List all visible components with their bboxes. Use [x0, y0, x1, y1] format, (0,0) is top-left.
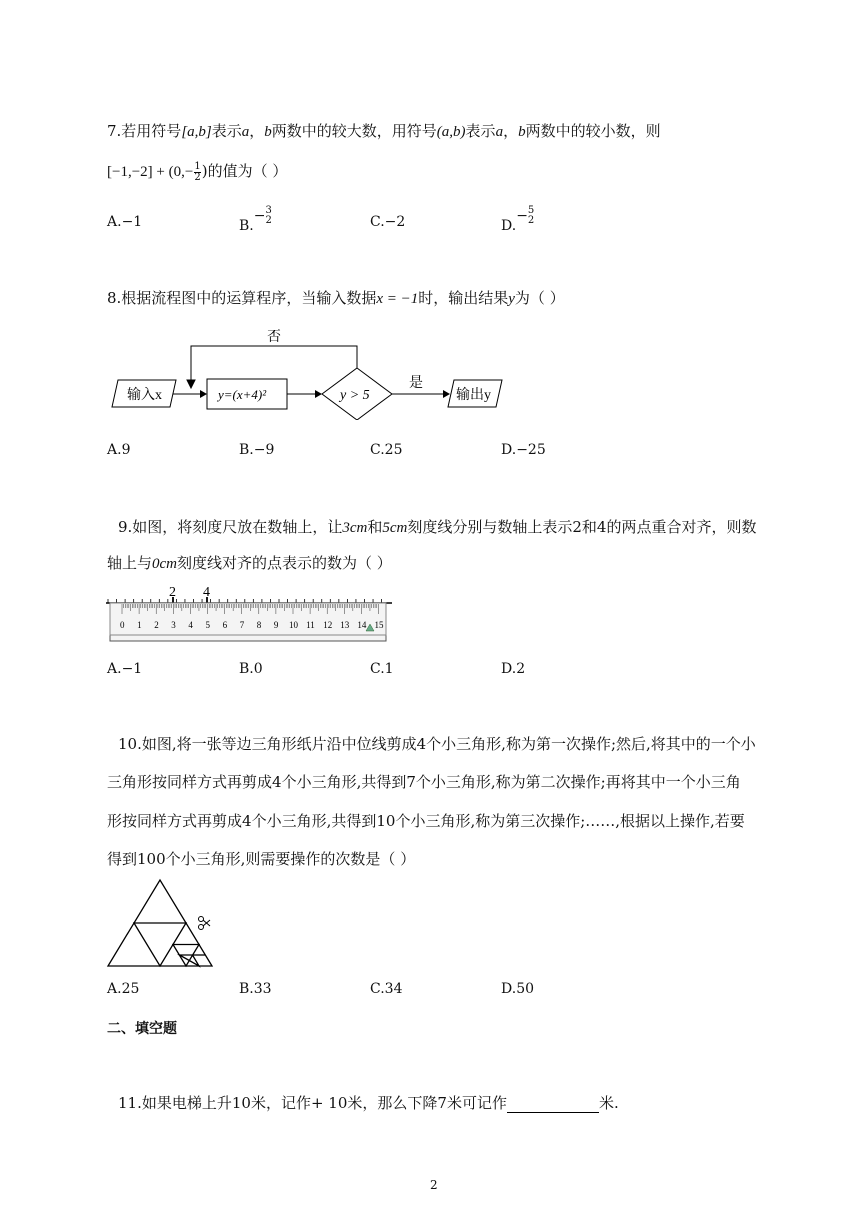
- q9-text: 和: [581, 518, 597, 536]
- q10-value: 4: [416, 735, 427, 753]
- q8-option-c[interactable]: [370, 442, 403, 458]
- option-label: B.: [239, 218, 254, 234]
- fraction-numerator: 3: [265, 205, 272, 216]
- ruler-number: 12: [323, 620, 333, 630]
- q8-option-d[interactable]: [501, 442, 546, 458]
- q11-value: 7: [437, 1094, 447, 1112]
- q7-text: ，: [249, 122, 265, 140]
- fraction-numerator: 5: [527, 205, 535, 216]
- q10-text: 个小三角形,共得到: [251, 812, 377, 830]
- q8-text: 时，输出结果: [418, 289, 509, 307]
- q11-text: 11.如果电梯上升: [118, 1094, 232, 1112]
- q8-text: 8.根据流程图中的运算程序，当输入数据: [107, 289, 377, 307]
- option-value: 1: [384, 661, 394, 677]
- q8-stem: [107, 288, 565, 309]
- ruler-number: 8: [256, 620, 262, 630]
- option-value: −9: [253, 442, 275, 458]
- option-value: −25: [516, 442, 546, 458]
- q10-text: 个小三角形,称为第二次操作;再将其中一个小三角: [415, 773, 741, 791]
- option-label: D.: [501, 661, 517, 677]
- decision-label: y > 5: [340, 388, 370, 403]
- var-y: y: [508, 291, 515, 307]
- option-label: C.: [370, 981, 385, 997]
- arrow-head: [443, 390, 450, 398]
- fraction-denominator: 2: [194, 171, 201, 183]
- var-b: b: [264, 124, 272, 140]
- q9-text: 刻度线分别与数轴上表示: [407, 518, 573, 536]
- ruler-number: 14: [357, 620, 367, 630]
- q9-value: 5cm: [382, 520, 408, 536]
- q9-option-b[interactable]: [239, 661, 263, 677]
- q7-text: 两数中的较大数，用符号: [271, 122, 437, 140]
- q9-value: 2: [572, 518, 582, 536]
- flowchart: [100, 320, 520, 420]
- option-label: C.: [370, 442, 385, 458]
- q10-text: 个小三角形,称为第一次操作;然后,将其中的一个小: [426, 735, 756, 753]
- q10-option-c[interactable]: [370, 981, 403, 997]
- ruler-number: 1: [137, 620, 142, 630]
- q8-option-b[interactable]: [239, 442, 274, 458]
- option-value: 9: [121, 442, 131, 458]
- option-label: C.: [370, 661, 385, 677]
- q10-value: 7: [406, 773, 416, 791]
- q11-value: 10: [231, 1094, 251, 1112]
- q10-text: 三角形按同样方式再剪成: [107, 773, 273, 791]
- fraction-denominator: 2: [527, 215, 535, 226]
- q9-line1: [118, 517, 756, 538]
- fraction: [265, 206, 271, 226]
- q11: [118, 1093, 619, 1113]
- q10-text: 得到: [107, 850, 138, 868]
- q9-value: 4: [596, 518, 607, 536]
- q9-option-d[interactable]: [501, 661, 525, 677]
- option-label: B.: [239, 981, 254, 997]
- ruler-number: 7: [239, 620, 245, 630]
- option-value: 2: [516, 661, 526, 677]
- q9-option-a[interactable]: [107, 661, 142, 677]
- q7-text: ，: [503, 122, 519, 140]
- option-value: 34: [384, 981, 403, 997]
- q9-text: 刻度线对齐的点表示的数为（ ）: [177, 554, 392, 572]
- q7-text: 的值为（ ）: [207, 162, 288, 180]
- q10-text: 个小三角形,共得到: [281, 773, 407, 791]
- q7-line1: [107, 121, 661, 142]
- var-b: b: [518, 124, 526, 140]
- page-number: 2: [430, 1178, 438, 1192]
- section-heading: 二、填空题: [107, 1021, 177, 1037]
- q7-expression-close: ): [201, 162, 208, 180]
- option-label: D.: [501, 218, 517, 234]
- q10-option-d[interactable]: [501, 981, 534, 997]
- q11-text: 米，记作: [250, 1094, 311, 1112]
- option-value: −1: [121, 214, 143, 230]
- triangle-figure: [104, 876, 216, 970]
- option-value: −: [516, 208, 528, 224]
- option-label: D.: [501, 981, 517, 997]
- option-value: 25: [384, 442, 403, 458]
- q9-value: 3cm: [342, 520, 368, 536]
- fraction: [528, 206, 534, 226]
- q7-text: 表示: [211, 122, 242, 140]
- arrow-head: [315, 390, 322, 398]
- q7-line2: [107, 161, 287, 183]
- input-label: 输入x: [127, 388, 162, 403]
- q7-option-a[interactable]: [107, 214, 142, 230]
- ruler-number: 3: [171, 620, 176, 630]
- option-value: 50: [516, 981, 535, 997]
- arrow-head: [200, 390, 207, 398]
- yes-label: 是: [409, 376, 423, 391]
- q11-value: + 10: [310, 1094, 348, 1112]
- q11-text: 米可记作: [446, 1094, 507, 1112]
- option-label: B.: [239, 661, 254, 677]
- q7-option-c[interactable]: [370, 214, 405, 230]
- q9-text: 轴上与: [107, 554, 153, 572]
- option-label: A.: [107, 661, 122, 677]
- var-a: a: [495, 124, 504, 140]
- option-value: −1: [121, 661, 143, 677]
- q11-text: 米.: [598, 1094, 619, 1112]
- ruler-figure: [104, 583, 394, 645]
- q7-text: 表示: [465, 122, 496, 140]
- q8-option-a[interactable]: [107, 442, 130, 458]
- option-value: 0: [253, 661, 263, 677]
- scissors-icon: [199, 917, 211, 930]
- symbol-max: [a,b]: [181, 124, 212, 140]
- var-a: a: [241, 124, 250, 140]
- q9-line2: [107, 553, 392, 574]
- q7-text: 7.若用符号: [107, 122, 182, 140]
- ruler-number: 9: [273, 620, 279, 630]
- q9-text: 的两点重合对齐，则数: [606, 518, 757, 536]
- q10-text: 个小三角形,称为第三次操作;……,根据以上操作,若要: [395, 812, 745, 830]
- axis-label-4: 4: [203, 585, 210, 600]
- q9-value: 0cm: [152, 556, 178, 572]
- formula-label: y=(x+4)²: [218, 387, 267, 402]
- fraction-numerator: 1: [194, 160, 201, 172]
- ruler-number: 13: [340, 620, 350, 630]
- q10-line2: [107, 772, 741, 792]
- loop-line: [187, 346, 357, 388]
- option-label: A.: [107, 981, 122, 997]
- ruler-number: 11: [306, 620, 315, 630]
- q10-line4: [107, 849, 415, 869]
- ruler-number: 6: [222, 620, 228, 630]
- q9-text: 9.如图，将刻度尺放在数轴上，让: [118, 518, 343, 536]
- q10-option-b[interactable]: [239, 981, 272, 997]
- q10-value: 4: [272, 773, 282, 791]
- q10-text: 10.如图,将一张等边三角形纸片沿中位线剪成: [118, 735, 417, 753]
- option-value: 25: [121, 981, 140, 997]
- q10-value: 100: [137, 850, 166, 868]
- q10-line1: [118, 734, 756, 754]
- no-label: 否: [267, 330, 281, 345]
- q10-option-a[interactable]: [107, 981, 139, 997]
- option-label: C.: [370, 214, 385, 230]
- q7-text: 两数中的较小数，则: [525, 122, 661, 140]
- fraction-denominator: 2: [265, 215, 272, 226]
- option-value: −2: [384, 214, 406, 230]
- ruler-number: 5: [205, 620, 210, 630]
- axis-label-2: 2: [169, 585, 176, 600]
- q7-option-b[interactable]: [239, 205, 272, 234]
- q8-text: 为（ ）: [514, 289, 565, 307]
- answer-blank[interactable]: [507, 1098, 599, 1113]
- ruler-number: 4: [188, 620, 193, 630]
- option-label: D.: [501, 442, 517, 458]
- q7-option-d[interactable]: [501, 205, 535, 234]
- q10-text: 形按同样方式再剪成: [107, 812, 243, 830]
- q10-text: 个小三角形,则需要操作的次数是（ ）: [165, 850, 416, 868]
- ruler-number: 15: [374, 620, 384, 630]
- q10-value: 10: [376, 812, 396, 830]
- output-label: 输出y: [456, 388, 491, 403]
- option-label: A.: [107, 442, 122, 458]
- fraction: [194, 162, 200, 183]
- option-label: B.: [239, 442, 254, 458]
- q9-option-c[interactable]: [370, 661, 394, 677]
- q7-expression: [−1,−2] + (0,−: [107, 164, 194, 180]
- q8-condition: x = −1: [376, 291, 419, 307]
- q10-line3: [107, 811, 745, 831]
- symbol-min: (a,b): [436, 124, 466, 140]
- option-value: 33: [253, 981, 272, 997]
- ruler-number: 0: [120, 620, 125, 630]
- q11-text: 米，那么下降: [347, 1094, 438, 1112]
- q9-text: 和: [367, 518, 383, 536]
- option-value: −: [253, 208, 266, 224]
- ruler-number: 2: [154, 620, 159, 630]
- ruler-number: 10: [289, 620, 298, 630]
- option-label: A.: [107, 214, 122, 230]
- q10-value: 4: [242, 812, 252, 830]
